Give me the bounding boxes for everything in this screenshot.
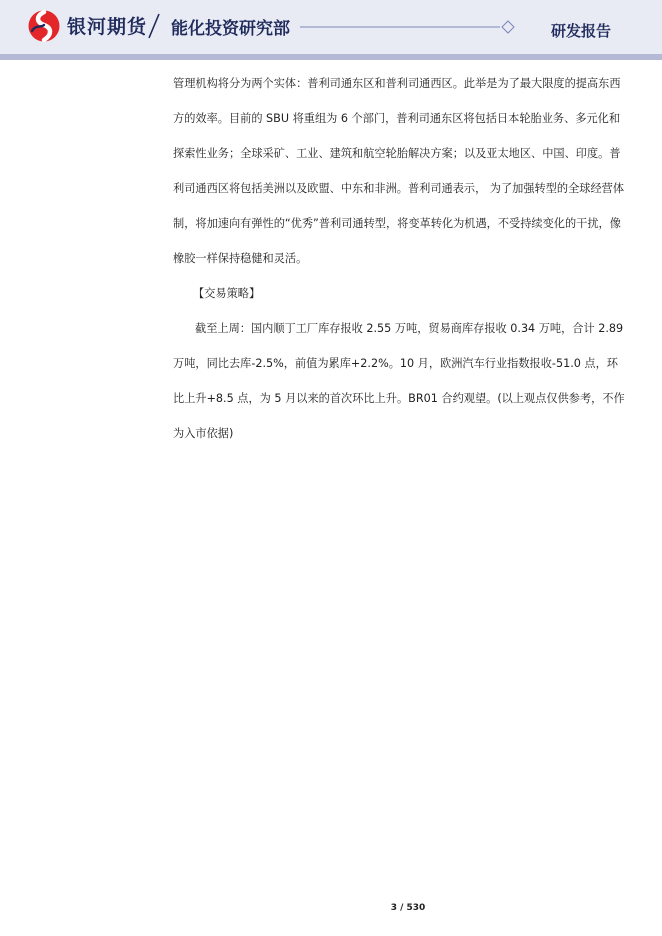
department-name: 能化投资研究部 xyxy=(171,19,290,39)
company-logo-icon xyxy=(28,10,60,42)
company-name: 银河期货 xyxy=(67,16,148,38)
divider-slash xyxy=(146,12,162,40)
page-header xyxy=(0,0,662,54)
body-paragraph: 管理机构将分为两个实体：普利司通东区和普利司通西区。此举是为了最大限度的提高东西方的效率。目前的 SBU 将重组为 6 个部门，普利司通东区将包括日本轮胎业务、多元化和探索性业务；全球采矿、工业、建筑和航空轮胎解决方案；以及亚太地区、中国、印度。普利司通西区将包括美洲以及欧盟、中东和非洲。普利司通表示， 为了加强转型的全球经营体制，将加速向有弹性的“优秀”普利司通转型，将变革转化为机遇，不受持续变化的干扰，像橡胶一样保持稳健和灵活。 xyxy=(173,77,625,265)
report-type-label: 研发报告 xyxy=(551,22,612,40)
body-paragraph: 截至上周：国内顺丁工厂库存报收 2.55 万吨，贸易商库存报收 0.34 万吨，合计 2.89 万吨，同比去库-2.5%，前值为累库+2.2%。10 月，欧洲汽车行业指数报收-51.0 点，环比上升+8.5 点，为 5 月以来的首次环比上升。BR01 合约观望。(以上观点仅供参考，不作为入市依据) xyxy=(173,322,625,440)
header-decoration-line xyxy=(300,20,520,34)
header-bottom-bar xyxy=(0,54,662,60)
section-title: 【交易策略】 xyxy=(193,287,261,300)
report-body xyxy=(173,66,625,451)
page-number: 3 / 530 xyxy=(390,903,426,913)
